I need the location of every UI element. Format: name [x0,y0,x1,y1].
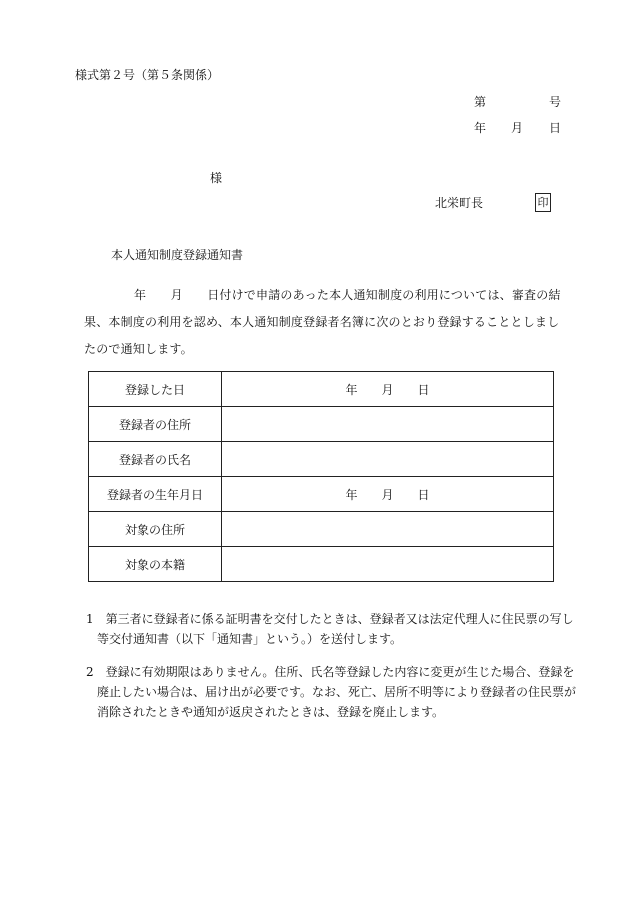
seal-mark: 印 [535,193,551,212]
note-number: 2 [86,665,94,679]
body-line: 年 月 日付けで申請のあった本人通知制度の利用については、審査の結 [134,288,561,302]
note-text: 第三者に登録者に係る証明書を交付したときは、登録者又は法定代理人に住民票の写し [105,612,574,626]
row-value [222,407,554,442]
row-label: 対象の本籍 [89,547,222,582]
row-label: 登録した日 [89,372,222,407]
table-row [89,407,554,442]
date-day: 日 [549,121,562,135]
doc-number-prefix: 第 [474,95,487,109]
row-label: 登録者の生年月日 [89,477,222,512]
registration-table [88,371,554,582]
note-number: 1 [86,612,94,626]
note-2 [86,662,586,722]
table-row [89,442,554,477]
form-number: 様式第２号（第５条関係） [75,68,220,82]
table-row [89,477,554,512]
body-line: たので通知します。 [84,342,193,356]
row-value: 年 月 日 [222,372,554,407]
note-text: 等交付通知書（以下「通知書」という。）を送付します。 [97,632,403,646]
row-label: 登録者の住所 [89,407,222,442]
body-line: 果、本制度の利用を認め、本人通知制度登録者名簿に次のとおり登録することとしまし [84,315,560,329]
sender-name: 北栄町長 [435,196,484,210]
row-label: 対象の住所 [89,512,222,547]
table-row [89,372,554,407]
row-label: 登録者の氏名 [89,442,222,477]
row-value [222,442,554,477]
doc-number-suffix: 号 [549,95,562,109]
body-paragraph [84,282,584,363]
note-text: 登録に有効期限はありません。住所、氏名等登録した内容に変更が生じた場合、登録を [105,665,575,679]
table-row [89,547,554,582]
note-text: 消除されたときや通知が返戻されたときは、登録を廃止します。 [97,705,445,719]
date-month: 月 [511,121,524,135]
row-value [222,512,554,547]
date-year: 年 [474,121,487,135]
table-row [89,512,554,547]
document-title: 本人通知制度登録通知書 [111,248,244,262]
addressee-honorific: 様 [210,171,223,185]
note-text: 廃止したい場合は、届け出が必要です。なお、死亡、居所不明等により登録者の住民票が [97,685,577,699]
row-value: 年 月 日 [222,477,554,512]
note-first-line [86,662,586,682]
note-1 [86,609,586,649]
row-value [222,547,554,582]
note-first-line [86,609,586,629]
